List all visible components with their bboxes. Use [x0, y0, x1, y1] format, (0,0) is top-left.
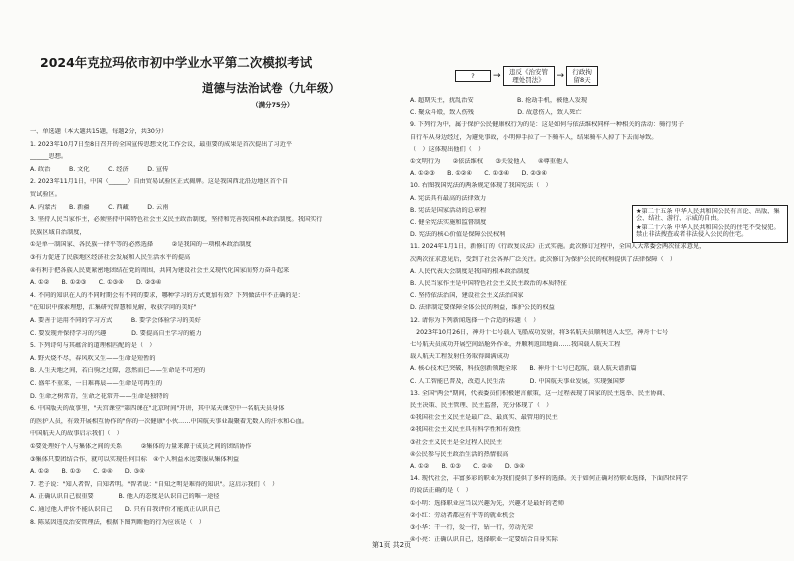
right-lines-line: 的说法正确的是（ ）: [410, 487, 472, 495]
left-lines-line: C. 要发现并保持学习的兴趣 D. 要提高自主学习的能力: [30, 329, 202, 337]
right-lines-line: A. 核心技术已突破，科技创新领跑全球 B. 神舟十七号已起航，载人航天谱新篇: [410, 365, 637, 373]
left-lines-line: B. 人生天地之间，若白驹之过隙，忽然而已——生命是不可逆的: [30, 367, 206, 375]
right-lines-line: 载人航天工程发射任务取得圆满成功: [410, 353, 509, 361]
right-lines-line: ③小华：干一行，爱一行，钻一行，劳动光荣: [410, 524, 534, 531]
left-lines-line: C. 盛年不重来，一日难再晨——生命是可再生的: [30, 380, 163, 387]
right-lines-line: 13. 全国"两会"期间，代表委员们积极建言献策，这一过程表现了国家的民主选举、民主协商、: [410, 389, 669, 397]
right-lines-line: A. 宪法具有最高的法律效力: [410, 194, 487, 202]
flow-box-detention: 行政拘留8天: [566, 66, 598, 86]
arrow-right-icon: →: [556, 71, 565, 81]
left-lines-line: 一、单选题（本大题共15题，每题2分，共30分）: [30, 128, 168, 135]
left-lines-line: 1. 2023年10月7日至8日召开的全国宣传思想文化工作会议，最重要的成果是首次提出了习近平: [30, 140, 293, 148]
left-lines-line: ①要处理好个人与集体之间的关系 ②集体的力量来源于成员之间的团结协作: [30, 443, 252, 450]
score-note: （满分75分）: [252, 101, 294, 109]
left-lines-line: A. 正确认识自己很重要 B. 他人的态度是认识自己的唯一途径: [30, 493, 220, 501]
left-lines-line: A. ①② B. ①②③ C. ①③④ D. ②③④: [30, 279, 162, 287]
left-lines-line: A. 要善于运用不同的学习方式 B. 要学会体验学习的美好: [30, 317, 201, 324]
right-lines-line: （ ）这体现出他们（ ）: [410, 145, 485, 153]
left-lines-line: ③集体只要团结合作，就可以实现任何目标 ④个人利益永远要服从集体利益: [30, 455, 240, 463]
right-lines-line: C. 聚众斗殴，致人伤残 D. 故意伤人，致人死亡: [410, 109, 582, 117]
right-lines-line: 10. 右图我国宪法的两条规定体现了我国宪法（ ）: [410, 182, 552, 190]
constitution-excerpt-text: [636, 208, 784, 238]
right-lines-line: 自行车从身边经过，为避免事故，小明伸手拉了一下骑车人，结果骑车人掉了下去而导致。: [410, 133, 658, 141]
right-lines-line: C. 人工智能已普及，改造人民生活 D. 中国航天事业发展，实现强国梦: [410, 377, 625, 385]
right-lines-line: ①文明行为 ②依法维权 ③关爱他人 ④尊重他人: [410, 158, 569, 165]
right-lines-line: 11. 2024年1月1日，新修订的《行政复议法》正式实施。此次修订过程中，全国人大常委会两次征求意见，: [410, 243, 706, 251]
page-number: 第1页 共2页: [372, 541, 412, 549]
flow-box-law: 违反《治安管理处罚法》: [503, 66, 555, 86]
right-lines-line: ③社会主义民主是全过程人民民主: [410, 438, 503, 446]
left-lines-line: "在知识中探索理想，汇集研究智慧和见解，收获学问的美好": [30, 304, 197, 312]
right-lines-line: C. 坚持依法治国，建设社会主义法治国家: [410, 292, 524, 300]
right-lines-line: ②小红：劳动者都应有平等的就业机会: [410, 511, 515, 519]
left-lines-line: A. 政治 B. 文化 C. 经济 D. 宣传: [30, 165, 169, 173]
subject-title: 道德与法治试卷（九年级）: [202, 81, 340, 95]
left-lines-line: 的医护人员，有效开展相互协作的"你的一次健康"小伙……中国航天事业凝聚着无数人的汗水和心血。: [30, 417, 308, 425]
right-lines-line: A. 超期失主，扰乱治安 B. 抢劫手机，被他人发现: [410, 97, 588, 104]
left-lines-line: 7. 老子说："知人者智，自知者明。"智者说："自知之明是难得的知识"。这启示我们（ ）: [30, 480, 279, 488]
right-lines-line: A. ①② B. ①③ C. ②④ D. ③④: [410, 463, 525, 470]
right-lines-line: D. 宪法的核心价值是保障公民权利: [410, 231, 506, 239]
left-lines-line: D. 生命之树常青，生命之花常开——生命是独特的: [30, 392, 169, 400]
left-lines-line: 民族区域自治制度，: [30, 228, 86, 236]
left-lines-line: A. 野火烧不尽，春风吹又生——生命是短暂的: [30, 354, 156, 362]
right-lines-line: A. 人民代表大会制度是我国的根本政治制度: [410, 267, 530, 275]
tip-lines-line: ★第二十五条 中华人民共和国公民有言论、出版、集会、结社、游行、示威的自由。: [636, 208, 780, 222]
left-lines-line: 6. 中国版天的故事里，"天宫课堂"第四课在"北京时间"开讲，其中某天课堂中一名航天员身体: [30, 405, 285, 413]
right-lines-line: C. 健全宪法实施和监督制度: [410, 219, 487, 226]
right-lines-line: ④小亮：正确认识自己，选择职业一定要结合自身实际: [410, 536, 558, 544]
left-lines-line: 5. 下列诗句与其蕴含的道理相匹配的是（ ）: [30, 342, 156, 350]
right-lines-line: 12. 请你为下列新闻选择一个合适的标题（ ）: [410, 316, 540, 324]
arrow-right-icon: →: [493, 71, 501, 81]
left-lines-line: A. 内蒙古 B. 新疆 C. 西藏 D. 云南: [30, 203, 169, 211]
right-lines-line: 2023年10月26日，神舟十七号载人飞船成功发射，将3名航天员顺利送入太空，神舟十七号: [410, 328, 669, 336]
right-lines-line: ①小明：选择职业应当以兴趣为先，兴趣才是最好的老师: [410, 499, 565, 507]
left-lines-line: ______思想。: [30, 153, 68, 161]
right-lines-line: ④公民参与民主政治生活的热情很高: [410, 450, 509, 458]
constitution-excerpt-box: [632, 205, 788, 243]
flow-box-unknown: ?: [455, 70, 491, 82]
right-lines-line: D. 法律制定要保障全体公民的利益，维护公民的权益: [410, 304, 555, 312]
tip-lines-line: ★第二十六条 中华人民共和国公民的住宅不受侵犯。禁止非法搜查或者非法侵入公民的住宅。: [636, 224, 780, 238]
right-lines-line: 民主决策、民主管理、民主监督，充分体现了（ ）: [410, 402, 553, 409]
right-lines-line: 9. 下列行为中，属于保护公民健康权行为的是：这是如何与依法维权同样一种相关的活动：骑行男子: [410, 121, 684, 129]
left-lines-line: ③有力促进了民族地区经济社会发展和人民生活水平的提高: [30, 254, 191, 261]
left-lines-line: 贸试验区。: [30, 191, 61, 198]
left-lines-line: 3. 坚持人民当家作主，必须坚持中国特色社会主义民主政治制度，坚持和完善我国根本政治制度。我国实行: [30, 216, 323, 224]
right-lines-line: 14. 现代社会，丰富多彩的职业为我们提供了多样的选择。关于如何正确对待职业选择，下面四位同学: [410, 475, 688, 483]
left-lines-line: C. 通过他人评价不能认识自己 D. 只有自我评价才能真正认识自己: [30, 506, 221, 513]
right-lines-line: ②我国社会主义民主具有科学性和有效性: [410, 426, 521, 434]
left-lines-line: 4. 不同的知识在人的不同时期会有不同的要求，哪种学习的方式更加有效？下列做法中不正确的是：: [30, 291, 304, 299]
exam-title: 2024年克拉玛依市初中学业水平第二次模拟考试: [40, 55, 313, 70]
right-lines-line: 次两次征求意见后，受到了社会各界广泛关注。此次修订为保护公民的权利提供了法律保障（ ）: [410, 255, 677, 263]
left-lines-line: 8. 陈某因违反治安管理法，根据下图判断他的行为应该是（ ）: [30, 518, 205, 526]
left-lines-line: ④有利于把各族人民更紧密地团结在党的周围，共同为建设社会主义现代化国家而努力奋斗起来: [30, 266, 290, 274]
right-lines-line: 七号航天员成功开展空间站舱外作业，并顺利返回地面……我国载人航天工程: [410, 341, 621, 348]
right-lines-line: ①我国社会主义民主是最广泛、最真实、最管用的民主: [410, 414, 558, 422]
left-lines-line: 2. 2023年11月1日，中国（______）自由贸易试验区正式揭牌。这是我国西北沿边地区首个自: [30, 178, 289, 186]
left-lines-line: A. ①② B. ①③ C. ②④ D. ③④: [30, 468, 145, 476]
flow-diagram: [455, 66, 598, 86]
left-lines-line: 中国航天人的故事启示我们（ ）: [30, 430, 123, 438]
right-lines-line: B. 人民当家作主是中国特色社会主义民主政治的本质特征: [410, 280, 567, 287]
right-lines-line: B. 宪法是国家活动的总章程: [410, 206, 487, 214]
left-lines-line: ①是单一制国家、各民族一律平等的必然选择 ②是我国的一项根本政治制度: [30, 241, 252, 249]
right-lines-line: A. ①②③ B. ①②④ C. ①③④ D. ②③④: [410, 170, 547, 178]
